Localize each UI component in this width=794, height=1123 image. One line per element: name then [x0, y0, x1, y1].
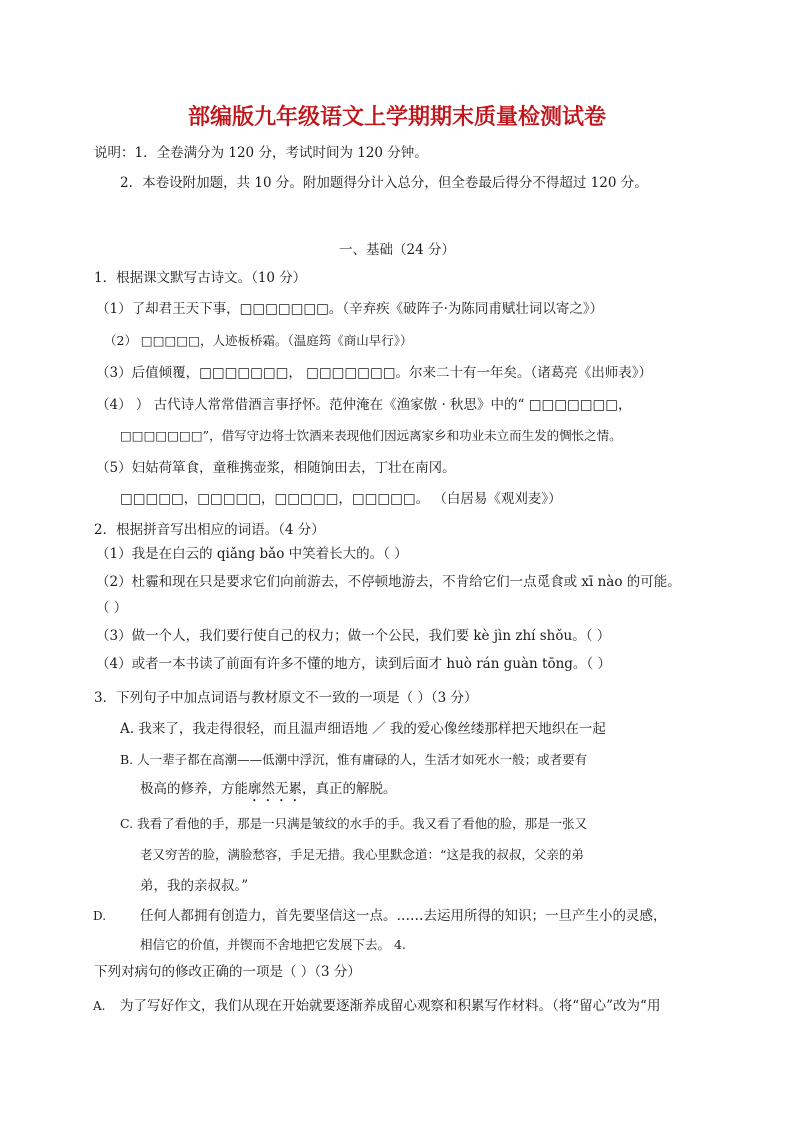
question-1-item-4-line-2: □□□□□□□”，借写守边将士饮酒来表现他们因远离家乡和功业未立而生发的惆怅之情。	[120, 428, 622, 443]
question-3-option-c-line-2: 老又穷苦的脸，满脸愁容，手足无措。我心里默念道：“这是我的叔叔，父亲的弟	[140, 847, 584, 862]
question-3-option-c-line-1: C. 我看了看他的手，那是一只满是皱纹的水手的手。我又看了看他的脸，那是一张又	[120, 816, 588, 831]
question-2-item-1: （1）我是在白云的 qiǎng bǎo 中笑着长大的。（ ）	[96, 546, 408, 562]
option-b-text-before: 极高的修养，方能	[140, 781, 248, 797]
instruction-line-1: 说明：1．全卷满分为 120 分，考试时间为 120 分钟。	[94, 145, 428, 161]
question-3-option-d-label: D.	[93, 909, 107, 923]
question-1-item-3: （3）后值倾覆，□□□□□□□， □□□□□□□。尔来二十有一年矣。（诸葛亮《出师表》）	[96, 365, 652, 381]
question-4-stem: 下列对病句的修改正确的一项是（ ）（3 分）	[94, 964, 361, 980]
question-1-stem: 1．根据课文默写古诗文。（10 分）	[94, 270, 307, 286]
question-3-option-b-line-2	[140, 779, 397, 805]
question-1-item-1: （1）了却君王天下事，□□□□□□□。（辛弃疾《破阵子·为陈同甫赋壮词以寄之》）	[96, 301, 604, 317]
dotted-phrase: 廓然无累	[248, 781, 302, 797]
question-1-item-4-line-1: （4） ） 古代诗人常常借酒言事抒怀。范仲淹在《渔家傲 · 秋思》中的“ □□□□□□□，	[96, 397, 632, 413]
question-3-option-d-line-1: 任何人都拥有创造力，首先要坚信这一点。……去运用所得的知识；一旦产生小的灵感，	[140, 908, 667, 924]
question-3-option-b-line-1: B. 人一辈子都在高潮——低潮中浮沉，惟有庸碌的人，生活才如死水一般；或者要有	[120, 752, 588, 767]
question-3-option-c-line-3: 弟，我的亲叔叔。”	[140, 878, 249, 894]
question-3-option-a: A. 我来了，我走得很轻，而且温声细语地 ／ 我的爱心像丝缕那样把天地织在一起	[120, 721, 606, 737]
question-2-item-2-line-1: （2）杜霾和现在只是要求它们向前游去，不停顿地游去，不肯给它们一点觅食或 xī nào 的可能。	[96, 574, 681, 590]
question-3-stem: 3．下列句子中加点词语与教材原文不一致的一项是（ ）（3 分）	[94, 690, 478, 706]
page-title: 部编版九年级语文上学期期末质量检测试卷	[187, 105, 606, 130]
question-1-item-2: （2） □□□□□，人迹板桥霜。（温庭筠《商山早行》）	[104, 333, 413, 348]
question-3-option-d-line-2: 相信它的价值，并锲而不舍地把它发展下去。 4.	[140, 937, 406, 952]
question-1-item-5-line-2: □□□□□，□□□□□，□□□□□，□□□□□。 （白居易《观刈麦》）	[120, 491, 562, 507]
question-4-option-a-label: A.	[93, 999, 106, 1013]
section-heading: 一、基础（24 分）	[339, 242, 455, 258]
question-2-item-2-line-2: （ ）	[96, 600, 128, 616]
question-2-item-3: （3）做一个人，我们要行使自己的权力；做一个公民，我们要 kè jìn zhí shǒu。（ ）	[96, 628, 611, 644]
question-2-item-4: （4）或者一本书读了前面有许多不懂的地方，读到后面才 huò rán guàn tōng。（ ）	[96, 656, 611, 672]
question-2-stem: 2．根据拼音写出相应的词语。（4 分）	[94, 522, 325, 538]
instruction-line-2: 2．本卷设附加题，共 10 分。附加题得分计入总分，但全卷最后得分不得超过 120 分。	[120, 175, 648, 191]
question-4-option-a: 为了写好作文，我们从现在开始就要逐渐养成留心观察和积累写作材料。（将“留心”改为“用	[120, 998, 661, 1014]
question-1-item-5-line-1: （5）妇姑荷箪食，童稚携壶浆，相随饷田去，丁壮在南冈。	[96, 460, 456, 476]
option-b-text-after: ，真正的解脱。	[302, 781, 397, 797]
